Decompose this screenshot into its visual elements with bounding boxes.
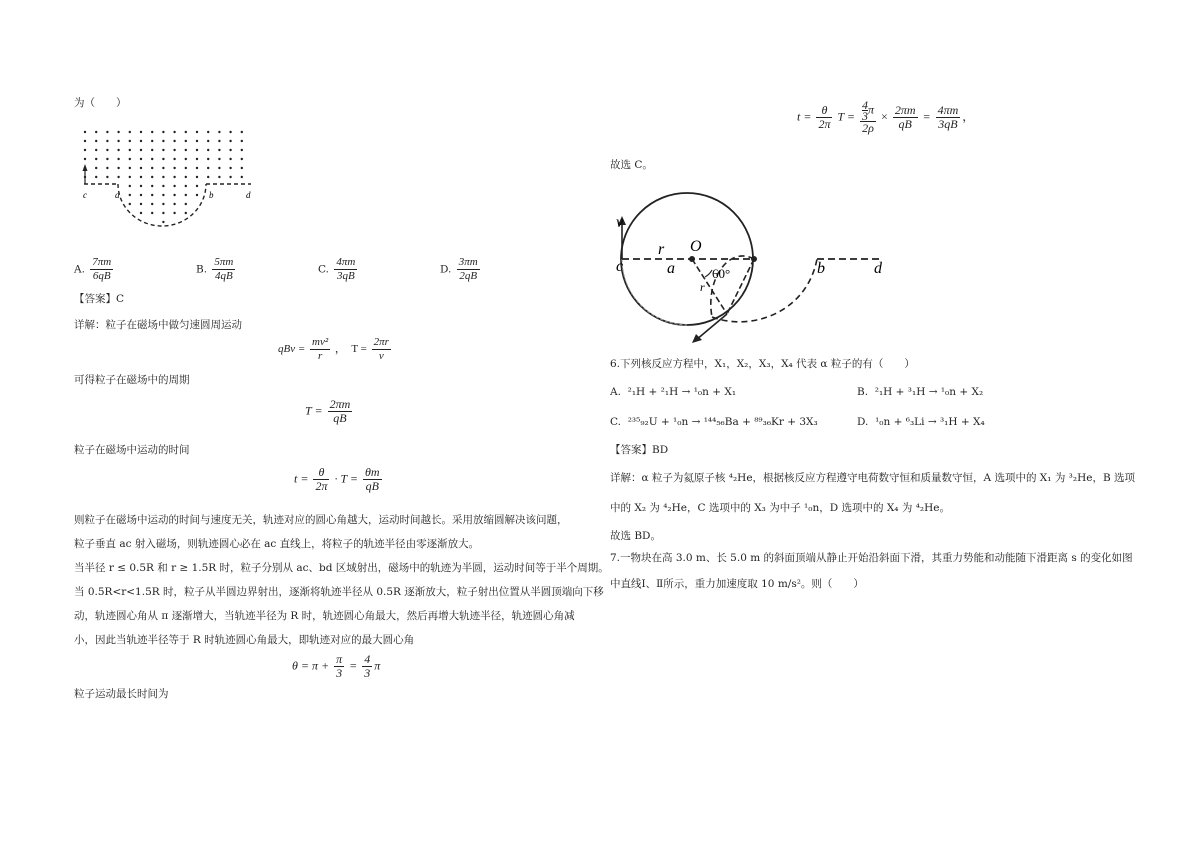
field-dot <box>196 158 198 160</box>
field-dot <box>129 203 131 205</box>
paragraph-line-6: 小，因此当轨迹半径等于 R 时轨迹圆心角最大，即轨迹对应的最大圆心角 <box>74 634 415 646</box>
field-dot <box>185 194 187 196</box>
field-dot <box>95 158 97 160</box>
field-dot <box>185 203 187 205</box>
field-dot <box>162 167 164 169</box>
field-dot <box>151 176 153 178</box>
field-dot <box>106 167 108 169</box>
field-dot <box>95 131 97 133</box>
field-dot <box>106 176 108 178</box>
field-dot <box>196 176 198 178</box>
field-dot <box>106 158 108 160</box>
field-dot <box>151 131 153 133</box>
field-dot <box>196 140 198 142</box>
field-dot <box>196 194 198 196</box>
field-dot <box>151 185 153 187</box>
label-d: d <box>246 190 251 200</box>
paragraph-line-5: 动，轨迹圆心角从 π 逐渐增大，当轨迹半径为 R 时，轨迹圆心角最大，然后再增大轨迹半径，轨迹圆心角减 <box>74 610 575 622</box>
field-dot <box>106 131 108 133</box>
paragraph-line-2: 粒子垂直 ac 射入磁场，则轨迹圆心必在 ac 直线上，将粒子的轨迹半径由零逐渐放大。 <box>74 538 480 550</box>
field-dot <box>140 140 142 142</box>
field-dot <box>84 158 86 160</box>
field-dot <box>207 149 209 151</box>
field-dot <box>84 131 86 133</box>
field-dot <box>117 140 119 142</box>
field-dot <box>162 176 164 178</box>
field-dot <box>185 185 187 187</box>
question-7-line-2: 中直线Ⅰ、Ⅱ所示，重力加速度取 10 m/s²。则（ ） <box>610 578 864 590</box>
field-dot <box>95 167 97 169</box>
equation-max-angle: θ = π + $\frac{\pi}{3}$ = $\frac{4}{3}$ π <box>292 652 381 680</box>
field-dot <box>117 176 119 178</box>
label-b: b <box>209 190 214 200</box>
field-dot <box>173 149 175 151</box>
field-dot <box>151 194 153 196</box>
field-dot <box>151 158 153 160</box>
period-text: 可得粒子在磁场中的周期 <box>74 374 190 386</box>
field-dot <box>162 140 164 142</box>
field-dot <box>140 149 142 151</box>
option-b[interactable]: B. $\frac{5\pi m}{4qB}$ <box>196 256 234 282</box>
detail-6-line-1: 详解：α 粒子为氦原子核 ⁴₂He，根据核反应方程遵守电荷数守恒和质量数守恒，A 选项中的 X₁ 为 ³₂He，B 选项 <box>610 472 1136 484</box>
field-dot <box>151 149 153 151</box>
field-dot <box>229 131 231 133</box>
field-dot <box>241 167 243 169</box>
question-7-line-1: 7.一物块在高 3.0 m、长 5.0 m 的斜面顶端从静止开始沿斜面下滑，其重力势能和动能随下滑距离 s 的变化如图 <box>610 552 1133 564</box>
field-dot <box>173 185 175 187</box>
field-dot <box>129 149 131 151</box>
q6-option-d[interactable]: D. ¹₀n + ⁶₃Li → ³₁H + X₄ <box>857 416 985 428</box>
field-dot <box>173 176 175 178</box>
field-dot <box>207 131 209 133</box>
field-dot <box>218 140 220 142</box>
velocity-arrowhead <box>83 164 88 171</box>
field-dot <box>185 149 187 151</box>
option-c[interactable]: C. $\frac{4\pi m}{3qB}$ <box>318 256 356 282</box>
field-dot <box>129 194 131 196</box>
figure-magnetic-field <box>76 126 266 230</box>
field-dot <box>162 158 164 160</box>
label-b2: b <box>817 260 825 277</box>
field-dot <box>117 167 119 169</box>
equation-period: T = $\frac{2\pi m}{qB}$ <box>305 397 351 425</box>
field-dot <box>173 140 175 142</box>
option-a[interactable]: A. $\frac{7\pi m}{6qB}$ <box>74 256 112 282</box>
field-dot <box>218 131 220 133</box>
field-dot <box>84 149 86 151</box>
field-dot <box>185 140 187 142</box>
field-dot <box>173 131 175 133</box>
field-dot <box>196 167 198 169</box>
q6-option-c[interactable]: C. ²³⁵₉₂U + ¹₀n → ¹⁴⁴₅₆Ba + ⁸⁹₃₆Kr + 3X₃ <box>610 416 818 428</box>
field-dot <box>229 167 231 169</box>
field-dot <box>207 158 209 160</box>
field-dot <box>196 185 198 187</box>
paragraph-line-1: 则粒子在磁场中运动的时间与速度无关，轨迹对应的圆心角越大，运动时间越长。采用放缩圆解决该问题， <box>74 514 568 526</box>
field-dot <box>218 158 220 160</box>
field-dot <box>162 203 164 205</box>
field-dot <box>207 176 209 178</box>
center-O <box>689 256 695 262</box>
trajectory-circle-lower-left <box>622 259 687 325</box>
detail-head: 详解：粒子在磁场中做匀速圆周运动 <box>74 319 242 331</box>
field-dot <box>140 176 142 178</box>
exit-point <box>751 256 757 262</box>
boundary-semicircle <box>118 184 206 226</box>
equation-longest-time: t = $\frac{\theta}{2\pi}$ T = $\frac{4}{3}$ π 2ρ × $\frac{2\pi m}{qB}$ = $\frac{4\pi m}{3qB}$ ， <box>797 98 975 135</box>
question-tail: 为（ ） <box>74 97 127 109</box>
field-dot <box>196 149 198 151</box>
field-dot <box>95 149 97 151</box>
label-v: v <box>616 214 624 231</box>
q6-option-b[interactable]: B. ²₁H + ³₁H → ¹₀n + X₂ <box>857 386 984 398</box>
field-dot <box>207 167 209 169</box>
equation-force-period: qBv = $\frac{\text{mv²}}{r}$ ， T = $\frac{2\pi r}{v}$ <box>278 336 389 362</box>
label-angle: 60° <box>712 266 731 281</box>
label-d2: d <box>874 260 882 277</box>
field-dot <box>173 194 175 196</box>
label-r: r <box>658 241 665 258</box>
field-dot <box>185 212 187 214</box>
field-dot <box>162 212 164 214</box>
time-text: 粒子在磁场中运动的时间 <box>74 444 190 456</box>
field-dot <box>162 149 164 151</box>
field-dot <box>106 149 108 151</box>
field-dot <box>140 167 142 169</box>
exit-velocity <box>696 314 727 340</box>
label-r2: r <box>700 280 705 294</box>
field-dot <box>162 194 164 196</box>
angle-arc <box>705 270 712 277</box>
label-a: a <box>115 190 120 200</box>
detail-6-line-2: 中的 X₂ 为 ⁴₂He，C 选项中的 X₃ 为中子 ¹₀n，D 选项中的 X₄ 为 ⁴₂He。 <box>610 502 950 514</box>
answer-6: 【答案】BD <box>610 444 669 456</box>
field-dot <box>129 176 131 178</box>
field-dot <box>229 149 231 151</box>
field-dot <box>229 176 231 178</box>
field-dot <box>218 149 220 151</box>
field-dot <box>151 212 153 214</box>
field-dot <box>129 131 131 133</box>
field-dot <box>229 158 231 160</box>
label-a2: a <box>667 260 675 277</box>
field-dot <box>196 131 198 133</box>
field-dot <box>95 140 97 142</box>
longest-time-text: 粒子运动最长时间为 <box>74 688 169 700</box>
paragraph-line-3: 当半径 r ≤ 0.5R 和 r ≥ 1.5R 时，粒子分别从 ac、bd 区域射出，磁场中的轨迹为半圆，运动时间等于半个周期。 <box>74 562 609 574</box>
field-dot <box>129 140 131 142</box>
choose-bd: 故选 BD。 <box>610 530 661 542</box>
field-dot <box>173 167 175 169</box>
field-dot <box>140 158 142 160</box>
field-dot <box>151 167 153 169</box>
field-dot <box>140 185 142 187</box>
choose-c: 故选 C。 <box>610 159 653 171</box>
label-c: c <box>83 190 87 200</box>
chord-line <box>727 259 754 314</box>
field-dot <box>241 140 243 142</box>
label-c2: c <box>616 258 624 275</box>
question-6: 6.下列核反应方程中，X₁，X₂，X₃，X₄ 代表 α 粒子的有（ ） <box>610 358 915 370</box>
field-dot <box>140 212 142 214</box>
field-dot <box>129 158 131 160</box>
paragraph-line-4: 当 0.5R<r<1.5R 时，粒子从半圆边界射出，逐渐将轨迹半径从 0.5R 逐渐放大，粒子射出位置从半圆顶端向下移 <box>74 586 604 598</box>
field-dot <box>229 140 231 142</box>
field-dot <box>173 158 175 160</box>
equation-time: t = $\frac{\theta}{2\pi}$ · T = $\frac{\theta m}{qB}$ <box>294 465 380 493</box>
answer-label: 【答案】C <box>74 293 125 305</box>
field-dot <box>162 221 164 223</box>
field-dot <box>162 185 164 187</box>
field-dot <box>140 194 142 196</box>
label-O: O <box>690 238 702 255</box>
field-dot <box>151 203 153 205</box>
field-dot <box>84 140 86 142</box>
field-dot <box>151 140 153 142</box>
field-dot <box>140 131 142 133</box>
field-dot <box>185 176 187 178</box>
field-dot <box>106 140 108 142</box>
field-dot <box>162 131 164 133</box>
field-dot <box>117 158 119 160</box>
field-dot <box>140 203 142 205</box>
figure-trajectory <box>612 192 902 348</box>
field-dot <box>173 212 175 214</box>
field-dot <box>173 203 175 205</box>
field-dot <box>241 158 243 160</box>
field-dot <box>218 167 220 169</box>
field-dot <box>95 176 97 178</box>
field-dot <box>117 149 119 151</box>
field-dot <box>129 185 131 187</box>
field-dot <box>185 158 187 160</box>
option-d[interactable]: D. $\frac{3\pi m}{2qB}$ <box>440 256 478 282</box>
field-dot <box>241 149 243 151</box>
field-dot <box>185 131 187 133</box>
field-dot <box>241 131 243 133</box>
field-dot <box>241 176 243 178</box>
field-dot <box>218 176 220 178</box>
q6-option-a[interactable]: A. ²₁H + ²₁H → ¹₀n + X₁ <box>610 386 737 398</box>
field-dot <box>207 140 209 142</box>
field-dot <box>117 131 119 133</box>
field-dot <box>129 167 131 169</box>
field-dots <box>84 131 243 223</box>
field-dot <box>185 167 187 169</box>
